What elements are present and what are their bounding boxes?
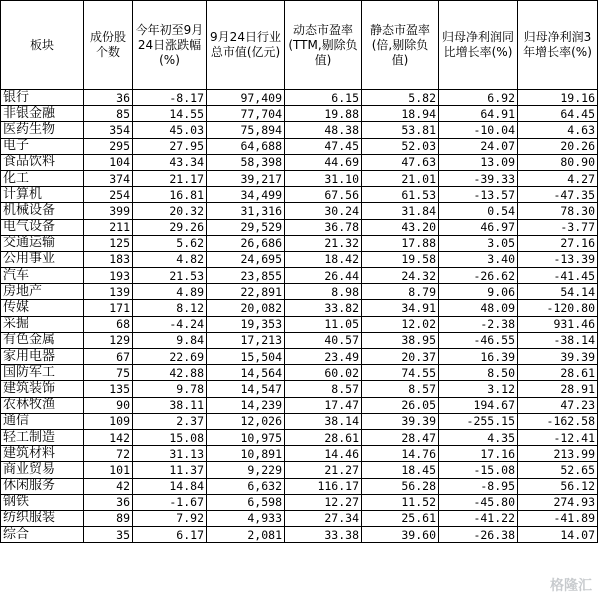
table-row (1, 203, 598, 219)
cell-static-pe: 39.39 (362, 413, 439, 429)
table-body (1, 90, 598, 543)
table-row (1, 349, 598, 365)
cell-dynamic-pe: 6.15 (285, 90, 362, 106)
cell-market-cap: 64,688 (207, 138, 285, 154)
cell-sector: 化工 (1, 170, 84, 186)
cell-count: 125 (84, 235, 133, 251)
cell-count: 42 (84, 478, 133, 494)
cell-profit-3y: 64.45 (518, 106, 598, 122)
cell-dynamic-pe: 44.69 (285, 154, 362, 170)
table-row (1, 332, 598, 348)
cell-profit-3y: 28.61 (518, 365, 598, 381)
cell-count: 193 (84, 268, 133, 284)
cell-static-pe: 28.47 (362, 429, 439, 445)
cell-market-cap: 6,598 (207, 494, 285, 510)
cell-market-cap: 26,686 (207, 235, 285, 251)
cell-static-pe: 20.37 (362, 349, 439, 365)
cell-market-cap: 24,695 (207, 251, 285, 267)
cell-sector: 商业贸易 (1, 462, 84, 478)
cell-count: 68 (84, 316, 133, 332)
cell-market-cap: 10,891 (207, 446, 285, 462)
cell-sector: 非银金融 (1, 106, 84, 122)
cell-profit-3y: 4.27 (518, 170, 598, 186)
cell-profit-3y: 213.99 (518, 446, 598, 462)
cell-count: 139 (84, 284, 133, 300)
cell-ytd-change: 29.26 (133, 219, 207, 235)
cell-profit-3y: -120.80 (518, 300, 598, 316)
cell-static-pe: 19.58 (362, 251, 439, 267)
cell-dynamic-pe: 67.56 (285, 187, 362, 203)
cell-ytd-change: 15.08 (133, 429, 207, 445)
cell-dynamic-pe: 40.57 (285, 332, 362, 348)
cell-ytd-change: -8.17 (133, 90, 207, 106)
cell-profit-yoy: -26.38 (439, 527, 518, 543)
table-row (1, 90, 598, 106)
header-row (1, 1, 598, 90)
cell-count: 75 (84, 365, 133, 381)
table-row (1, 365, 598, 381)
cell-profit-3y: 14.07 (518, 527, 598, 543)
cell-profit-yoy: -2.38 (439, 316, 518, 332)
cell-profit-3y: 80.90 (518, 154, 598, 170)
cell-profit-3y: -47.35 (518, 187, 598, 203)
header-sector: 板块 (1, 1, 84, 90)
cell-market-cap: 23,855 (207, 268, 285, 284)
cell-static-pe: 8.79 (362, 284, 439, 300)
cell-static-pe: 43.20 (362, 219, 439, 235)
cell-count: 295 (84, 138, 133, 154)
cell-profit-3y: 931.46 (518, 316, 598, 332)
cell-count: 374 (84, 170, 133, 186)
cell-ytd-change: 43.34 (133, 154, 207, 170)
cell-sector: 休闲服务 (1, 478, 84, 494)
cell-sector: 采掘 (1, 316, 84, 332)
cell-count: 36 (84, 494, 133, 510)
cell-market-cap: 77,704 (207, 106, 285, 122)
cell-static-pe: 5.82 (362, 90, 439, 106)
cell-sector: 电气设备 (1, 219, 84, 235)
cell-ytd-change: 38.11 (133, 397, 207, 413)
cell-sector: 国防军工 (1, 365, 84, 381)
table-row (1, 122, 598, 138)
cell-ytd-change: 31.13 (133, 446, 207, 462)
cell-static-pe: 12.02 (362, 316, 439, 332)
cell-ytd-change: 14.55 (133, 106, 207, 122)
cell-dynamic-pe: 27.34 (285, 510, 362, 526)
cell-profit-3y: 4.63 (518, 122, 598, 138)
cell-profit-yoy: 6.92 (439, 90, 518, 106)
table-row (1, 284, 598, 300)
cell-profit-3y: 19.16 (518, 90, 598, 106)
cell-ytd-change: 2.37 (133, 413, 207, 429)
cell-profit-yoy: 8.50 (439, 365, 518, 381)
cell-ytd-change: 7.92 (133, 510, 207, 526)
table-row (1, 187, 598, 203)
cell-count: 354 (84, 122, 133, 138)
cell-market-cap: 22,891 (207, 284, 285, 300)
cell-profit-3y: 39.39 (518, 349, 598, 365)
cell-market-cap: 10,975 (207, 429, 285, 445)
header-static-pe: 静态市盈率(倍,剔除负值) (362, 1, 439, 90)
cell-market-cap: 12,026 (207, 413, 285, 429)
cell-sector: 家用电器 (1, 349, 84, 365)
cell-sector: 农林牧渔 (1, 397, 84, 413)
cell-ytd-change: 20.32 (133, 203, 207, 219)
cell-profit-3y: -41.89 (518, 510, 598, 526)
header-dynamic-pe: 动态市盈率(TTM,剔除负值) (285, 1, 362, 90)
cell-profit-yoy: -10.04 (439, 122, 518, 138)
cell-dynamic-pe: 21.32 (285, 235, 362, 251)
cell-count: 142 (84, 429, 133, 445)
cell-dynamic-pe: 17.47 (285, 397, 362, 413)
table-row (1, 446, 598, 462)
cell-ytd-change: 9.84 (133, 332, 207, 348)
cell-count: 109 (84, 413, 133, 429)
header-net-profit-3y: 归母净利润3年增长率(%) (518, 1, 598, 90)
cell-market-cap: 9,229 (207, 462, 285, 478)
cell-count: 89 (84, 510, 133, 526)
cell-profit-3y: 78.30 (518, 203, 598, 219)
cell-static-pe: 21.01 (362, 170, 439, 186)
cell-profit-yoy: 46.97 (439, 219, 518, 235)
cell-dynamic-pe: 12.27 (285, 494, 362, 510)
header-net-profit-yoy: 归母净利润同比增长率(%) (439, 1, 518, 90)
table-row (1, 268, 598, 284)
cell-count: 129 (84, 332, 133, 348)
cell-dynamic-pe: 8.57 (285, 381, 362, 397)
cell-ytd-change: 42.88 (133, 365, 207, 381)
cell-market-cap: 14,564 (207, 365, 285, 381)
cell-ytd-change: 9.78 (133, 381, 207, 397)
cell-profit-yoy: 64.91 (439, 106, 518, 122)
table-row (1, 235, 598, 251)
cell-dynamic-pe: 18.42 (285, 251, 362, 267)
cell-static-pe: 38.95 (362, 332, 439, 348)
table-row (1, 251, 598, 267)
cell-count: 36 (84, 90, 133, 106)
cell-profit-3y: 274.93 (518, 494, 598, 510)
cell-static-pe: 25.61 (362, 510, 439, 526)
cell-ytd-change: 16.81 (133, 187, 207, 203)
cell-static-pe: 34.91 (362, 300, 439, 316)
cell-dynamic-pe: 11.05 (285, 316, 362, 332)
cell-sector: 建筑材料 (1, 446, 84, 462)
cell-dynamic-pe: 33.38 (285, 527, 362, 543)
table-row (1, 170, 598, 186)
cell-dynamic-pe: 19.88 (285, 106, 362, 122)
cell-dynamic-pe: 33.82 (285, 300, 362, 316)
cell-profit-yoy: 3.40 (439, 251, 518, 267)
cell-count: 35 (84, 527, 133, 543)
cell-sector: 房地产 (1, 284, 84, 300)
cell-market-cap: 2,081 (207, 527, 285, 543)
cell-profit-3y: -13.39 (518, 251, 598, 267)
header-total-market-cap: 9月24日行业总市值(亿元) (207, 1, 285, 90)
cell-ytd-change: 45.03 (133, 122, 207, 138)
cell-dynamic-pe: 60.02 (285, 365, 362, 381)
cell-profit-yoy: 17.16 (439, 446, 518, 462)
cell-profit-yoy: 3.12 (439, 381, 518, 397)
cell-profit-yoy: -26.62 (439, 268, 518, 284)
cell-count: 104 (84, 154, 133, 170)
cell-static-pe: 24.32 (362, 268, 439, 284)
cell-profit-yoy: -8.95 (439, 478, 518, 494)
cell-static-pe: 11.52 (362, 494, 439, 510)
cell-count: 254 (84, 187, 133, 203)
cell-dynamic-pe: 8.98 (285, 284, 362, 300)
table-row (1, 510, 598, 526)
cell-profit-3y: 20.26 (518, 138, 598, 154)
cell-dynamic-pe: 30.24 (285, 203, 362, 219)
cell-sector: 计算机 (1, 187, 84, 203)
cell-profit-3y: 52.65 (518, 462, 598, 478)
cell-profit-yoy: 48.09 (439, 300, 518, 316)
cell-profit-3y: 56.12 (518, 478, 598, 494)
cell-market-cap: 29,529 (207, 219, 285, 235)
cell-market-cap: 39,217 (207, 170, 285, 186)
cell-static-pe: 53.81 (362, 122, 439, 138)
cell-count: 183 (84, 251, 133, 267)
cell-profit-3y: 54.14 (518, 284, 598, 300)
cell-ytd-change: 14.84 (133, 478, 207, 494)
cell-ytd-change: 21.53 (133, 268, 207, 284)
cell-static-pe: 14.76 (362, 446, 439, 462)
cell-count: 72 (84, 446, 133, 462)
cell-static-pe: 56.28 (362, 478, 439, 494)
cell-sector: 建筑装饰 (1, 381, 84, 397)
cell-profit-yoy: -255.15 (439, 413, 518, 429)
cell-dynamic-pe: 28.61 (285, 429, 362, 445)
cell-dynamic-pe: 36.78 (285, 219, 362, 235)
cell-count: 399 (84, 203, 133, 219)
table-row (1, 478, 598, 494)
cell-static-pe: 61.53 (362, 187, 439, 203)
cell-market-cap: 15,504 (207, 349, 285, 365)
cell-sector: 传媒 (1, 300, 84, 316)
cell-dynamic-pe: 38.14 (285, 413, 362, 429)
table-row (1, 106, 598, 122)
cell-market-cap: 14,239 (207, 397, 285, 413)
cell-sector: 有色金属 (1, 332, 84, 348)
cell-sector: 医药生物 (1, 122, 84, 138)
header-ytd-change: 今年初至9月24日涨跌幅(%) (133, 1, 207, 90)
cell-profit-yoy: -46.55 (439, 332, 518, 348)
cell-count: 211 (84, 219, 133, 235)
cell-profit-yoy: 4.35 (439, 429, 518, 445)
table-row (1, 527, 598, 543)
cell-profit-3y: 47.23 (518, 397, 598, 413)
table-row (1, 494, 598, 510)
cell-sector: 电子 (1, 138, 84, 154)
cell-market-cap: 20,082 (207, 300, 285, 316)
cell-static-pe: 8.57 (362, 381, 439, 397)
cell-ytd-change: 6.17 (133, 527, 207, 543)
cell-market-cap: 19,353 (207, 316, 285, 332)
cell-profit-3y: 27.16 (518, 235, 598, 251)
table-row (1, 154, 598, 170)
cell-market-cap: 4,933 (207, 510, 285, 526)
cell-static-pe: 17.88 (362, 235, 439, 251)
cell-ytd-change: 5.62 (133, 235, 207, 251)
cell-sector: 机械设备 (1, 203, 84, 219)
cell-sector: 银行 (1, 90, 84, 106)
cell-ytd-change: 11.37 (133, 462, 207, 478)
cell-market-cap: 17,213 (207, 332, 285, 348)
cell-dynamic-pe: 31.10 (285, 170, 362, 186)
cell-profit-yoy: 3.05 (439, 235, 518, 251)
cell-ytd-change: 8.12 (133, 300, 207, 316)
cell-ytd-change: -4.24 (133, 316, 207, 332)
cell-dynamic-pe: 48.38 (285, 122, 362, 138)
cell-profit-yoy: -39.33 (439, 170, 518, 186)
table-row (1, 381, 598, 397)
cell-profit-yoy: -15.08 (439, 462, 518, 478)
cell-ytd-change: 22.69 (133, 349, 207, 365)
cell-profit-3y: -3.77 (518, 219, 598, 235)
cell-sector: 交通运输 (1, 235, 84, 251)
cell-ytd-change: 21.17 (133, 170, 207, 186)
cell-profit-yoy: 16.39 (439, 349, 518, 365)
cell-count: 85 (84, 106, 133, 122)
cell-profit-yoy: 24.07 (439, 138, 518, 154)
cell-market-cap: 14,547 (207, 381, 285, 397)
cell-sector: 公用事业 (1, 251, 84, 267)
cell-count: 90 (84, 397, 133, 413)
cell-profit-yoy: -45.80 (439, 494, 518, 510)
cell-profit-3y: 28.91 (518, 381, 598, 397)
table-row (1, 300, 598, 316)
cell-dynamic-pe: 21.27 (285, 462, 362, 478)
cell-ytd-change: 4.82 (133, 251, 207, 267)
table-row (1, 462, 598, 478)
cell-static-pe: 31.84 (362, 203, 439, 219)
cell-market-cap: 34,499 (207, 187, 285, 203)
cell-profit-yoy: -41.22 (439, 510, 518, 526)
cell-static-pe: 18.94 (362, 106, 439, 122)
cell-dynamic-pe: 23.49 (285, 349, 362, 365)
cell-sector: 通信 (1, 413, 84, 429)
cell-static-pe: 39.60 (362, 527, 439, 543)
cell-profit-3y: -41.45 (518, 268, 598, 284)
cell-sector: 纺织服装 (1, 510, 84, 526)
table-row (1, 429, 598, 445)
cell-count: 101 (84, 462, 133, 478)
cell-dynamic-pe: 26.44 (285, 268, 362, 284)
cell-profit-yoy: -13.57 (439, 187, 518, 203)
cell-market-cap: 75,894 (207, 122, 285, 138)
cell-count: 171 (84, 300, 133, 316)
cell-count: 67 (84, 349, 133, 365)
cell-market-cap: 6,632 (207, 478, 285, 494)
cell-market-cap: 97,409 (207, 90, 285, 106)
cell-sector: 轻工制造 (1, 429, 84, 445)
cell-profit-yoy: 9.06 (439, 284, 518, 300)
cell-static-pe: 52.03 (362, 138, 439, 154)
cell-static-pe: 74.55 (362, 365, 439, 381)
cell-sector: 综合 (1, 527, 84, 543)
cell-ytd-change: -1.67 (133, 494, 207, 510)
header-constituent-count: 成份股个数 (84, 1, 133, 90)
cell-market-cap: 31,316 (207, 203, 285, 219)
cell-ytd-change: 4.89 (133, 284, 207, 300)
table-row (1, 219, 598, 235)
cell-dynamic-pe: 47.45 (285, 138, 362, 154)
cell-static-pe: 26.05 (362, 397, 439, 413)
cell-profit-3y: -162.58 (518, 413, 598, 429)
cell-profit-yoy: 13.09 (439, 154, 518, 170)
cell-profit-3y: -38.14 (518, 332, 598, 348)
table-row (1, 316, 598, 332)
table-row (1, 397, 598, 413)
cell-static-pe: 18.45 (362, 462, 439, 478)
table-row (1, 138, 598, 154)
cell-dynamic-pe: 116.17 (285, 478, 362, 494)
cell-static-pe: 47.63 (362, 154, 439, 170)
cell-profit-yoy: 194.67 (439, 397, 518, 413)
cell-sector: 汽车 (1, 268, 84, 284)
watermark-logo: 格隆汇 (550, 578, 592, 594)
cell-market-cap: 58,398 (207, 154, 285, 170)
cell-sector: 钢铁 (1, 494, 84, 510)
cell-profit-yoy: 0.54 (439, 203, 518, 219)
cell-dynamic-pe: 14.46 (285, 446, 362, 462)
cell-sector: 食品饮料 (1, 154, 84, 170)
cell-ytd-change: 27.95 (133, 138, 207, 154)
cell-profit-3y: -12.41 (518, 429, 598, 445)
cell-count: 135 (84, 381, 133, 397)
table-row (1, 413, 598, 429)
